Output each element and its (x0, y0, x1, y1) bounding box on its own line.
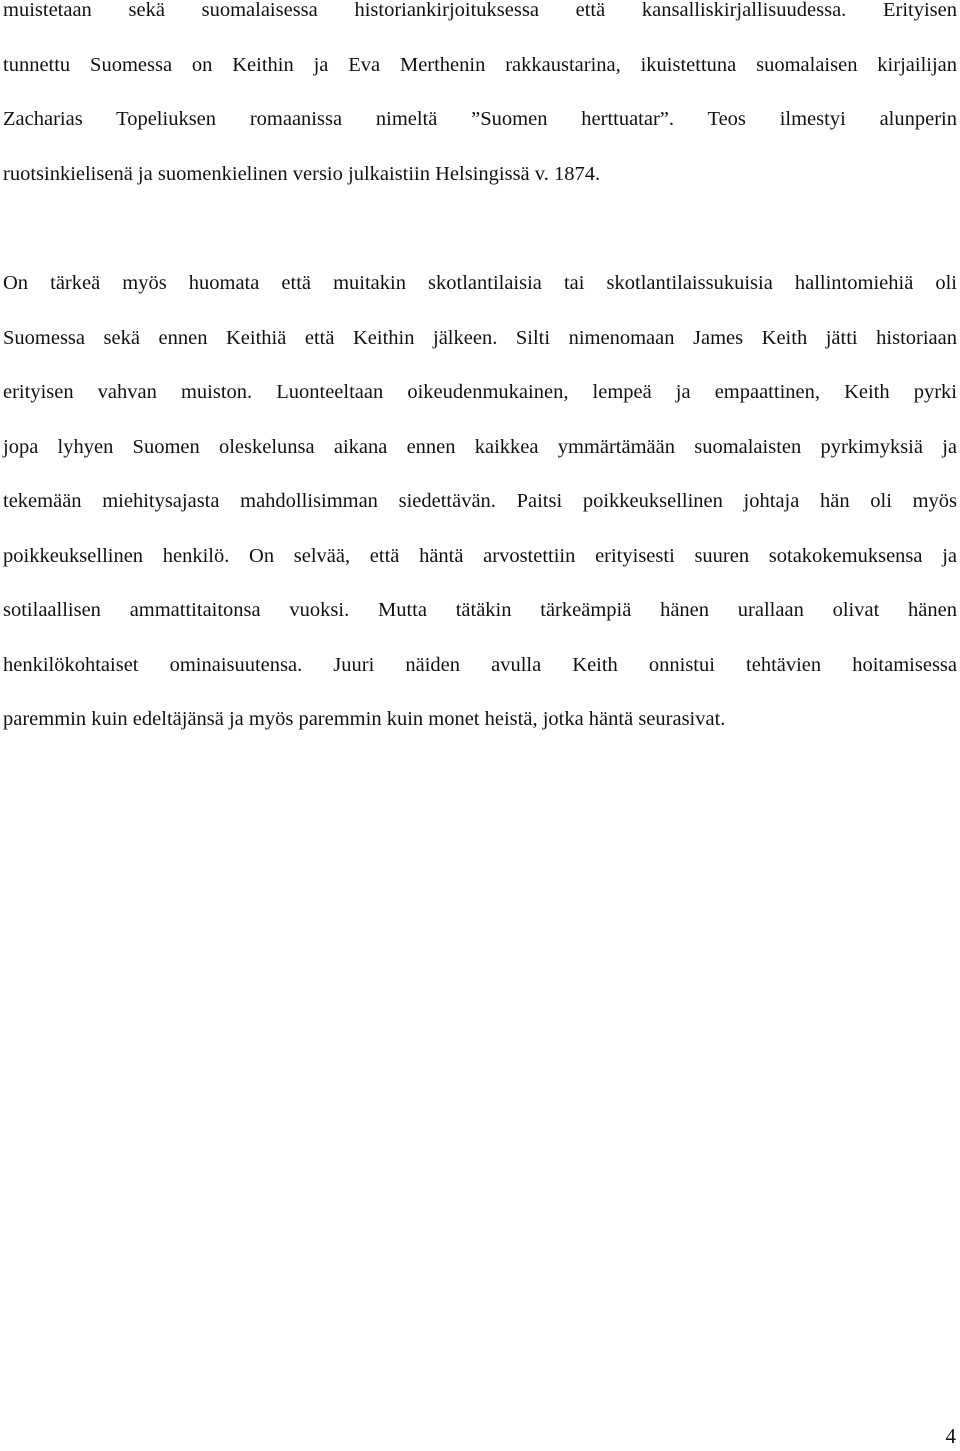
paragraph-2-line-6: poikkeuksellinen henkilö. On selvää, että häntä arvostettiin erityisesti suuren sotakokemuksensa ja (3, 544, 957, 567)
paragraph-2-line-4: jopa lyhyen Suomen oleskelunsa aikana ennen kaikkea ymmärtämään suomalaisten pyrkimyksiä ja (3, 435, 957, 458)
paragraph-1-line-2: tunnettu Suomessa on Keithin ja Eva Merthenin rakkaustarina, ikuistettuna suomalaisen kirjailijan (3, 53, 957, 76)
page-number: 4 (945, 1424, 956, 1448)
paragraph-2 (3, 256, 957, 747)
paragraph-1 (3, 0, 957, 201)
paragraph-2-line-7: sotilaallisen ammattitaitonsa vuoksi. Mutta tätäkin tärkeämpiä hänen urallaan olivat hänen (3, 599, 957, 621)
paragraph-1-line-3: Zacharias Topeliuksen romaanissa nimeltä ”Suomen herttuatar”. Teos ilmestyi alunperin (3, 108, 957, 130)
paragraph-2-line-2: Suomessa sekä ennen Keithiä että Keithin jälkeen. Silti nimenomaan James Keith jätti historiaan (3, 326, 957, 349)
paragraph-2-line-5: tekemään miehitysajasta mahdollisimman siedettävän. Paitsi poikkeuksellinen johtaja hän oli myös (3, 490, 957, 512)
paragraph-2-line-1: On tärkeä myös huomata että muitakin skotlantilaisia tai skotlantilaissukuisia hallintomiehiä oli (3, 272, 957, 294)
paragraph-2-line-8: henkilökohtaiset ominaisuutensa. Juuri näiden avulla Keith onnistui tehtävien hoitamisessa (3, 653, 957, 676)
paragraph-1-line-1: muistetaan sekä suomalaisessa historiankirjoituksessa että kansalliskirjallisuudessa. Erityisen (3, 0, 957, 21)
paragraph-2-line-9: paremmin kuin edeltäjänsä ja myös paremmin kuin monet heistä, jotka häntä seurasivat. (3, 708, 726, 730)
paragraph-1-line-4: ruotsinkielisenä ja suomenkielinen versio julkaistiin Helsingissä v. 1874. (3, 162, 601, 185)
paragraph-2-line-3: erityisen vahvan muiston. Luonteeltaan oikeudenmukainen, lempeä ja empaattinen, Keith pyrki (3, 381, 957, 403)
